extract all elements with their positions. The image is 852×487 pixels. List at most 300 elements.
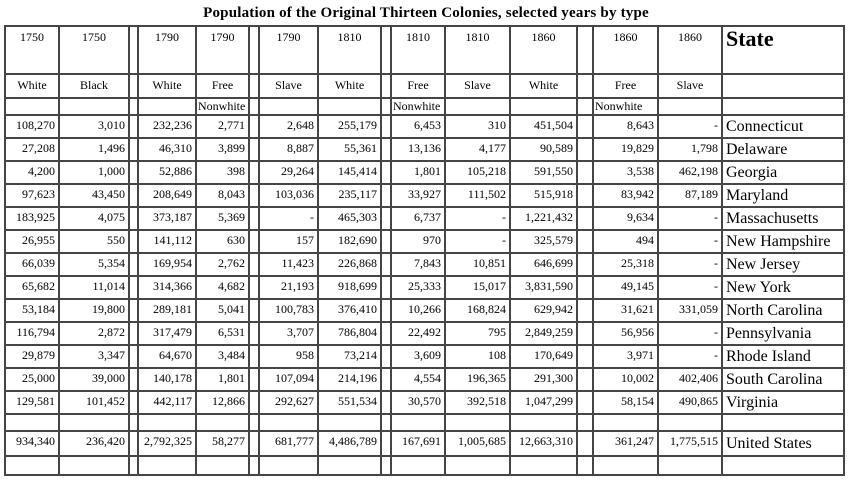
separator-cell <box>577 456 593 475</box>
value-cell <box>510 456 577 475</box>
separator-cell <box>129 138 138 161</box>
value-cell: 255,179 <box>318 115 381 138</box>
subtype-header-cell <box>59 98 129 115</box>
separator-cell <box>381 456 391 475</box>
value-cell: 25,318 <box>593 253 658 276</box>
separator-cell <box>249 431 259 456</box>
value-cell: 196,365 <box>445 368 510 391</box>
value-cell: 4,486,789 <box>318 431 381 456</box>
state-header-blank-cell <box>722 98 844 115</box>
value-cell: 786,804 <box>318 322 381 345</box>
value-cell: 8,887 <box>259 138 318 161</box>
value-cell: 494 <box>593 230 658 253</box>
separator-cell <box>577 98 593 115</box>
value-cell: 361,247 <box>593 431 658 456</box>
value-cell: 19,800 <box>59 299 129 322</box>
separator-cell <box>249 98 259 115</box>
year-header-cell: 1790 <box>259 26 318 74</box>
value-cell: 58,277 <box>196 431 249 456</box>
separator-cell <box>129 26 138 74</box>
population-table <box>4 25 845 476</box>
state-header-blank-cell <box>722 74 844 98</box>
value-cell: 108,270 <box>5 115 59 138</box>
value-cell: 4,554 <box>391 368 445 391</box>
value-cell <box>391 414 445 431</box>
separator-cell <box>129 115 138 138</box>
subtype-header-cell <box>445 98 510 115</box>
value-cell: 12,866 <box>196 391 249 414</box>
value-cell: 100,783 <box>259 299 318 322</box>
value-cell: 182,690 <box>318 230 381 253</box>
value-cell: 490,865 <box>658 391 722 414</box>
subtype-header-cell <box>510 98 577 115</box>
value-cell: 10,002 <box>593 368 658 391</box>
separator-cell <box>577 207 593 230</box>
separator-cell <box>381 184 391 207</box>
value-cell: 103,036 <box>259 184 318 207</box>
value-cell: 3,831,590 <box>510 276 577 299</box>
value-cell <box>593 414 658 431</box>
type-header-cell: Free <box>196 74 249 98</box>
value-cell: 25,333 <box>391 276 445 299</box>
subtype-header-cell <box>138 98 196 115</box>
value-cell <box>318 414 381 431</box>
value-cell: 29,264 <box>259 161 318 184</box>
value-cell: 4,075 <box>59 207 129 230</box>
separator-cell <box>577 368 593 391</box>
separator-cell <box>249 276 259 299</box>
separator-cell <box>249 74 259 98</box>
separator-cell <box>577 74 593 98</box>
value-cell: 2,648 <box>259 115 318 138</box>
separator-cell <box>129 184 138 207</box>
value-cell: 129,581 <box>5 391 59 414</box>
value-cell: 1,801 <box>196 368 249 391</box>
value-cell: 7,843 <box>391 253 445 276</box>
value-cell: 66,039 <box>5 253 59 276</box>
value-cell: 402,406 <box>658 368 722 391</box>
state-cell: North Carolina <box>722 299 844 322</box>
separator-cell <box>381 431 391 456</box>
value-cell: 83,942 <box>593 184 658 207</box>
separator-cell <box>381 230 391 253</box>
value-cell: 1,005,685 <box>445 431 510 456</box>
value-cell: 795 <box>445 322 510 345</box>
value-cell: 53,184 <box>5 299 59 322</box>
value-cell: 27,208 <box>5 138 59 161</box>
value-cell <box>5 456 59 475</box>
value-cell: 331,059 <box>658 299 722 322</box>
state-header: State <box>722 26 844 74</box>
separator-cell <box>577 299 593 322</box>
year-header-cell: 1790 <box>138 26 196 74</box>
value-cell <box>138 414 196 431</box>
type-header-cell: Free <box>391 74 445 98</box>
state-blank-cell <box>722 456 844 475</box>
separator-cell <box>129 456 138 475</box>
value-cell: 26,955 <box>5 230 59 253</box>
subtype-header-cell <box>658 98 722 115</box>
value-cell: 5,369 <box>196 207 249 230</box>
value-cell: 3,971 <box>593 345 658 368</box>
separator-cell <box>381 322 391 345</box>
subtype-header-cell <box>318 98 381 115</box>
year-header-cell: 1860 <box>510 26 577 74</box>
value-cell: 1,798 <box>658 138 722 161</box>
state-cell: Delaware <box>722 138 844 161</box>
value-cell: 168,824 <box>445 299 510 322</box>
separator-cell <box>577 230 593 253</box>
value-cell: 3,484 <box>196 345 249 368</box>
value-cell: 325,579 <box>510 230 577 253</box>
value-cell <box>196 456 249 475</box>
page-title: Population of the Original Thirteen Colonies, selected years by type <box>203 5 649 21</box>
separator-cell <box>249 230 259 253</box>
value-cell: 8,043 <box>196 184 249 207</box>
value-cell: 10,266 <box>391 299 445 322</box>
value-cell: 373,187 <box>138 207 196 230</box>
separator-cell <box>381 276 391 299</box>
subtype-header-cell <box>5 98 59 115</box>
value-cell: 4,200 <box>5 161 59 184</box>
separator-cell <box>577 115 593 138</box>
separator-cell <box>381 138 391 161</box>
value-cell: 39,000 <box>59 368 129 391</box>
value-cell: 292,627 <box>259 391 318 414</box>
separator-cell <box>129 345 138 368</box>
separator-cell <box>381 26 391 74</box>
value-cell: 33,927 <box>391 184 445 207</box>
value-cell: 6,453 <box>391 115 445 138</box>
state-cell: South Carolina <box>722 368 844 391</box>
state-cell: Pennsylvania <box>722 322 844 345</box>
value-cell: 918,699 <box>318 276 381 299</box>
value-cell: 958 <box>259 345 318 368</box>
value-cell: 2,771 <box>196 115 249 138</box>
type-header-cell: White <box>138 74 196 98</box>
value-cell: 90,589 <box>510 138 577 161</box>
value-cell: 101,452 <box>59 391 129 414</box>
separator-cell <box>577 391 593 414</box>
separator-cell <box>249 322 259 345</box>
value-cell: 3,347 <box>59 345 129 368</box>
value-cell: 376,410 <box>318 299 381 322</box>
year-header-cell: 1860 <box>658 26 722 74</box>
value-cell <box>59 456 129 475</box>
separator-cell <box>577 322 593 345</box>
separator-cell <box>249 26 259 74</box>
year-header-cell: 1810 <box>318 26 381 74</box>
value-cell: 465,303 <box>318 207 381 230</box>
state-cell: New Hampshire <box>722 230 844 253</box>
subtype-header-cell: Nonwhite <box>593 98 658 115</box>
value-cell: 169,954 <box>138 253 196 276</box>
separator-cell <box>381 299 391 322</box>
year-header-cell: 1790 <box>196 26 249 74</box>
value-cell: 1,775,515 <box>658 431 722 456</box>
separator-cell <box>129 276 138 299</box>
value-cell <box>593 456 658 475</box>
value-cell: 1,000 <box>59 161 129 184</box>
state-cell: United States <box>722 431 844 456</box>
separator-cell <box>381 207 391 230</box>
value-cell: 19,829 <box>593 138 658 161</box>
value-cell: 43,450 <box>59 184 129 207</box>
value-cell: 29,879 <box>5 345 59 368</box>
value-cell: 107,094 <box>259 368 318 391</box>
type-header-cell: Free <box>593 74 658 98</box>
separator-cell <box>577 138 593 161</box>
subtype-header-cell: Nonwhite <box>391 98 445 115</box>
year-header-cell: 1810 <box>445 26 510 74</box>
value-cell: 9,634 <box>593 207 658 230</box>
separator-cell <box>381 253 391 276</box>
value-cell: 10,851 <box>445 253 510 276</box>
separator-cell <box>129 207 138 230</box>
separator-cell <box>577 276 593 299</box>
state-cell: New York <box>722 276 844 299</box>
value-cell: 25,000 <box>5 368 59 391</box>
value-cell: 97,623 <box>5 184 59 207</box>
separator-cell <box>249 368 259 391</box>
value-cell: 236,420 <box>59 431 129 456</box>
separator-cell <box>129 98 138 115</box>
value-cell <box>510 414 577 431</box>
separator-cell <box>381 161 391 184</box>
value-cell: - <box>259 207 318 230</box>
value-cell: 46,310 <box>138 138 196 161</box>
value-cell: 65,682 <box>5 276 59 299</box>
value-cell: 183,925 <box>5 207 59 230</box>
value-cell <box>5 414 59 431</box>
state-cell: Rhode Island <box>722 345 844 368</box>
value-cell: 12,663,310 <box>510 431 577 456</box>
type-header-cell: Slave <box>259 74 318 98</box>
value-cell: 3,010 <box>59 115 129 138</box>
state-cell: Virginia <box>722 391 844 414</box>
value-cell: 310 <box>445 115 510 138</box>
year-header-cell: 1810 <box>391 26 445 74</box>
value-cell: 551,534 <box>318 391 381 414</box>
value-cell: 1,801 <box>391 161 445 184</box>
separator-cell <box>129 230 138 253</box>
separator-cell <box>249 414 259 431</box>
value-cell: 226,868 <box>318 253 381 276</box>
separator-cell <box>577 414 593 431</box>
value-cell: 232,236 <box>138 115 196 138</box>
value-cell: 392,518 <box>445 391 510 414</box>
subtype-header-cell <box>259 98 318 115</box>
value-cell: - <box>658 276 722 299</box>
value-cell: 317,479 <box>138 322 196 345</box>
state-cell: Georgia <box>722 161 844 184</box>
value-cell: 8,643 <box>593 115 658 138</box>
value-cell <box>318 456 381 475</box>
separator-cell <box>249 115 259 138</box>
year-header-cell: 1750 <box>59 26 129 74</box>
value-cell <box>658 456 722 475</box>
value-cell: 55,361 <box>318 138 381 161</box>
separator-cell <box>577 184 593 207</box>
type-header-cell: Slave <box>445 74 510 98</box>
value-cell: 15,017 <box>445 276 510 299</box>
state-cell: Connecticut <box>722 115 844 138</box>
value-cell: 13,136 <box>391 138 445 161</box>
value-cell: 21,193 <box>259 276 318 299</box>
value-cell <box>445 414 510 431</box>
type-header-cell: White <box>510 74 577 98</box>
separator-cell <box>129 253 138 276</box>
value-cell: 56,956 <box>593 322 658 345</box>
value-cell: 2,792,325 <box>138 431 196 456</box>
value-cell: 52,886 <box>138 161 196 184</box>
separator-cell <box>381 115 391 138</box>
value-cell: 22,492 <box>391 322 445 345</box>
state-cell: Maryland <box>722 184 844 207</box>
value-cell: 3,899 <box>196 138 249 161</box>
value-cell: 235,117 <box>318 184 381 207</box>
state-cell: New Jersey <box>722 253 844 276</box>
value-cell: 64,670 <box>138 345 196 368</box>
value-cell: 3,609 <box>391 345 445 368</box>
value-cell <box>196 414 249 431</box>
value-cell: 1,496 <box>59 138 129 161</box>
value-cell: - <box>658 207 722 230</box>
value-cell: 2,762 <box>196 253 249 276</box>
separator-cell <box>381 98 391 115</box>
value-cell: 11,423 <box>259 253 318 276</box>
separator-cell <box>129 368 138 391</box>
value-cell: 58,154 <box>593 391 658 414</box>
value-cell <box>658 414 722 431</box>
state-cell: Massachusetts <box>722 207 844 230</box>
value-cell: 108 <box>445 345 510 368</box>
value-cell: 3,538 <box>593 161 658 184</box>
value-cell: - <box>658 253 722 276</box>
value-cell: 4,682 <box>196 276 249 299</box>
value-cell: 111,502 <box>445 184 510 207</box>
separator-cell <box>129 74 138 98</box>
value-cell: 214,196 <box>318 368 381 391</box>
value-cell: 31,621 <box>593 299 658 322</box>
value-cell <box>138 456 196 475</box>
value-cell: 116,794 <box>5 322 59 345</box>
value-cell: - <box>658 345 722 368</box>
value-cell: 73,214 <box>318 345 381 368</box>
value-cell: 208,649 <box>138 184 196 207</box>
value-cell: - <box>658 230 722 253</box>
separator-cell <box>381 345 391 368</box>
value-cell: 1,221,432 <box>510 207 577 230</box>
separator-cell <box>249 345 259 368</box>
value-cell: - <box>658 115 722 138</box>
year-header-cell: 1750 <box>5 26 59 74</box>
value-cell: 5,041 <box>196 299 249 322</box>
value-cell: 49,145 <box>593 276 658 299</box>
value-cell: 145,414 <box>318 161 381 184</box>
value-cell: 442,117 <box>138 391 196 414</box>
value-cell: 6,531 <box>196 322 249 345</box>
value-cell: 314,366 <box>138 276 196 299</box>
separator-cell <box>577 161 593 184</box>
value-cell: - <box>445 207 510 230</box>
value-cell: 630 <box>196 230 249 253</box>
separator-cell <box>249 138 259 161</box>
value-cell: 170,649 <box>510 345 577 368</box>
separator-cell <box>129 414 138 431</box>
value-cell: 140,178 <box>138 368 196 391</box>
value-cell: 681,777 <box>259 431 318 456</box>
separator-cell <box>129 431 138 456</box>
value-cell <box>445 456 510 475</box>
value-cell: 3,707 <box>259 322 318 345</box>
value-cell: 30,570 <box>391 391 445 414</box>
value-cell: 157 <box>259 230 318 253</box>
value-cell: - <box>445 230 510 253</box>
value-cell: 5,354 <box>59 253 129 276</box>
separator-cell <box>577 431 593 456</box>
year-header-cell: 1860 <box>593 26 658 74</box>
value-cell: 515,918 <box>510 184 577 207</box>
value-cell <box>259 456 318 475</box>
state-blank-cell <box>722 414 844 431</box>
separator-cell <box>381 74 391 98</box>
value-cell <box>259 414 318 431</box>
separator-cell <box>577 345 593 368</box>
value-cell: 934,340 <box>5 431 59 456</box>
separator-cell <box>249 161 259 184</box>
value-cell: 289,181 <box>138 299 196 322</box>
separator-cell <box>249 207 259 230</box>
value-cell: 105,218 <box>445 161 510 184</box>
value-cell: 11,014 <box>59 276 129 299</box>
value-cell: 141,112 <box>138 230 196 253</box>
value-cell: 2,849,259 <box>510 322 577 345</box>
type-header-cell: White <box>5 74 59 98</box>
value-cell: 398 <box>196 161 249 184</box>
value-cell: 291,300 <box>510 368 577 391</box>
separator-cell <box>129 299 138 322</box>
value-cell <box>59 414 129 431</box>
value-cell: 1,047,299 <box>510 391 577 414</box>
separator-cell <box>381 391 391 414</box>
value-cell: 646,699 <box>510 253 577 276</box>
separator-cell <box>129 322 138 345</box>
separator-cell <box>249 299 259 322</box>
value-cell: 4,177 <box>445 138 510 161</box>
value-cell: 550 <box>59 230 129 253</box>
separator-cell <box>249 253 259 276</box>
separator-cell <box>249 456 259 475</box>
value-cell: 629,942 <box>510 299 577 322</box>
value-cell: 462,198 <box>658 161 722 184</box>
value-cell: 167,691 <box>391 431 445 456</box>
value-cell: 970 <box>391 230 445 253</box>
value-cell: - <box>658 322 722 345</box>
type-header-cell: Slave <box>658 74 722 98</box>
value-cell: 87,189 <box>658 184 722 207</box>
value-cell: 591,550 <box>510 161 577 184</box>
separator-cell <box>577 253 593 276</box>
separator-cell <box>381 368 391 391</box>
value-cell <box>391 456 445 475</box>
value-cell: 2,872 <box>59 322 129 345</box>
separator-cell <box>577 26 593 74</box>
separator-cell <box>129 161 138 184</box>
type-header-cell: Black <box>59 74 129 98</box>
separator-cell <box>129 391 138 414</box>
type-header-cell: White <box>318 74 381 98</box>
